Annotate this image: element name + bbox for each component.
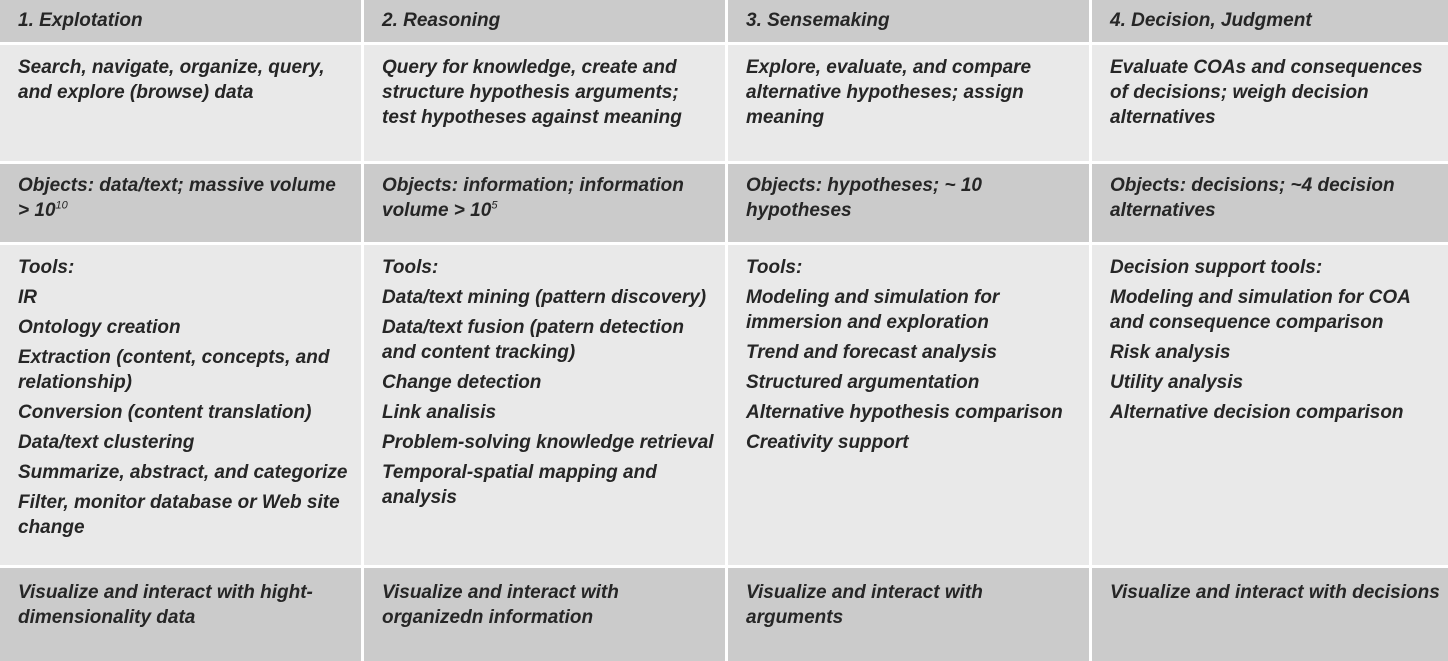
tool-item: Utility analysis bbox=[1110, 372, 1244, 393]
header-decision-judgment bbox=[1092, 0, 1448, 45]
tool-item: Risk analysis bbox=[1110, 342, 1231, 363]
tool-item: Modeling and simulation for COA and consequence comparison bbox=[1110, 287, 1411, 333]
tools-label: Tools: bbox=[18, 257, 75, 278]
tool-item: Filter, monitor database or Web site change bbox=[18, 492, 340, 538]
tools-label: Decision support tools: bbox=[1110, 257, 1323, 278]
objects-exponent: 10 bbox=[55, 199, 68, 212]
column-title: 2. Reasoning bbox=[382, 10, 501, 31]
tools-label: Tools: bbox=[382, 257, 439, 278]
description-sensemaking bbox=[728, 45, 1089, 164]
tool-list bbox=[382, 285, 715, 510]
tool-item: Data/text fusion (patern detection and content tracking) bbox=[382, 317, 684, 363]
visualize-sensemaking bbox=[728, 568, 1089, 661]
visualize-explotation bbox=[0, 568, 361, 661]
tool-item: Data/text mining (pattern discovery) bbox=[382, 287, 707, 308]
tool-item: Extraction (content, concepts, and relationship) bbox=[18, 347, 330, 393]
tool-item: Alternative decision comparison bbox=[1110, 402, 1404, 423]
objects-decision-judgment bbox=[1092, 164, 1448, 245]
description-explotation bbox=[0, 45, 361, 164]
tool-item: Creativity support bbox=[746, 432, 909, 453]
tool-list bbox=[1110, 285, 1444, 425]
tool-item: Change detection bbox=[382, 372, 542, 393]
tool-item: Link analisis bbox=[382, 402, 497, 423]
tool-item: Conversion (content translation) bbox=[18, 402, 312, 423]
tool-item: Alternative hypothesis comparison bbox=[746, 402, 1063, 423]
description-reasoning bbox=[364, 45, 725, 164]
description-decision-judgment bbox=[1092, 45, 1448, 164]
tools-decision-judgment bbox=[1092, 245, 1448, 568]
description-text: Query for knowledge, create and structure hypothesis arguments; test hypotheses against meaning bbox=[382, 57, 682, 128]
column-title: 3. Sensemaking bbox=[746, 10, 890, 31]
header-reasoning bbox=[364, 0, 725, 45]
tool-item: Modeling and simulation for immersion and exploration bbox=[746, 287, 1000, 333]
header-sensemaking bbox=[728, 0, 1089, 45]
objects-reasoning bbox=[364, 164, 725, 245]
tool-item: Temporal-spatial mapping and analysis bbox=[382, 462, 657, 508]
objects-text: Objects: hypotheses; ~ 10 hypotheses bbox=[746, 175, 982, 221]
objects-text: Objects: information; information volume > 10 bbox=[382, 175, 684, 221]
tools-reasoning bbox=[364, 245, 725, 568]
tool-item: Data/text clustering bbox=[18, 432, 195, 453]
tool-item: Problem-solving knowledge retrieval bbox=[382, 432, 714, 453]
tool-list bbox=[746, 285, 1079, 455]
objects-text: Objects: data/text; massive volume > 10 bbox=[18, 175, 336, 221]
description-text: Evaluate COAs and consequences of decisions; weigh decision alternatives bbox=[1110, 57, 1423, 128]
visualize-reasoning bbox=[364, 568, 725, 661]
visualize-text: Visualize and interact with decisions bbox=[1110, 582, 1440, 603]
visualize-text: Visualize and interact with organizedn information bbox=[382, 582, 619, 628]
tool-item: Trend and forecast analysis bbox=[746, 342, 997, 363]
visualize-text: Visualize and interact with hight-dimensionality data bbox=[18, 582, 313, 628]
objects-sensemaking bbox=[728, 164, 1089, 245]
tools-label: Tools: bbox=[746, 257, 803, 278]
header-explotation bbox=[0, 0, 361, 45]
description-text: Search, navigate, organize, query, and explore (browse) data bbox=[18, 57, 325, 103]
tool-item: Ontology creation bbox=[18, 317, 181, 338]
visualize-decision-judgment bbox=[1092, 568, 1448, 661]
column-title: 1. Explotation bbox=[18, 10, 143, 31]
description-text: Explore, evaluate, and compare alternative hypotheses; assign meaning bbox=[746, 57, 1032, 128]
tool-item: Structured argumentation bbox=[746, 372, 980, 393]
objects-text: Objects: decisions; ~4 decision alternatives bbox=[1110, 175, 1395, 221]
visualize-text: Visualize and interact with arguments bbox=[746, 582, 983, 628]
objects-exponent: 5 bbox=[491, 199, 498, 212]
tools-sensemaking bbox=[728, 245, 1089, 568]
tool-item: IR bbox=[18, 287, 37, 308]
tool-list bbox=[18, 285, 351, 540]
tools-explotation bbox=[0, 245, 361, 568]
column-title: 4. Decision, Judgment bbox=[1110, 10, 1312, 31]
tool-item: Summarize, abstract, and categorize bbox=[18, 462, 348, 483]
objects-explotation bbox=[0, 164, 361, 245]
